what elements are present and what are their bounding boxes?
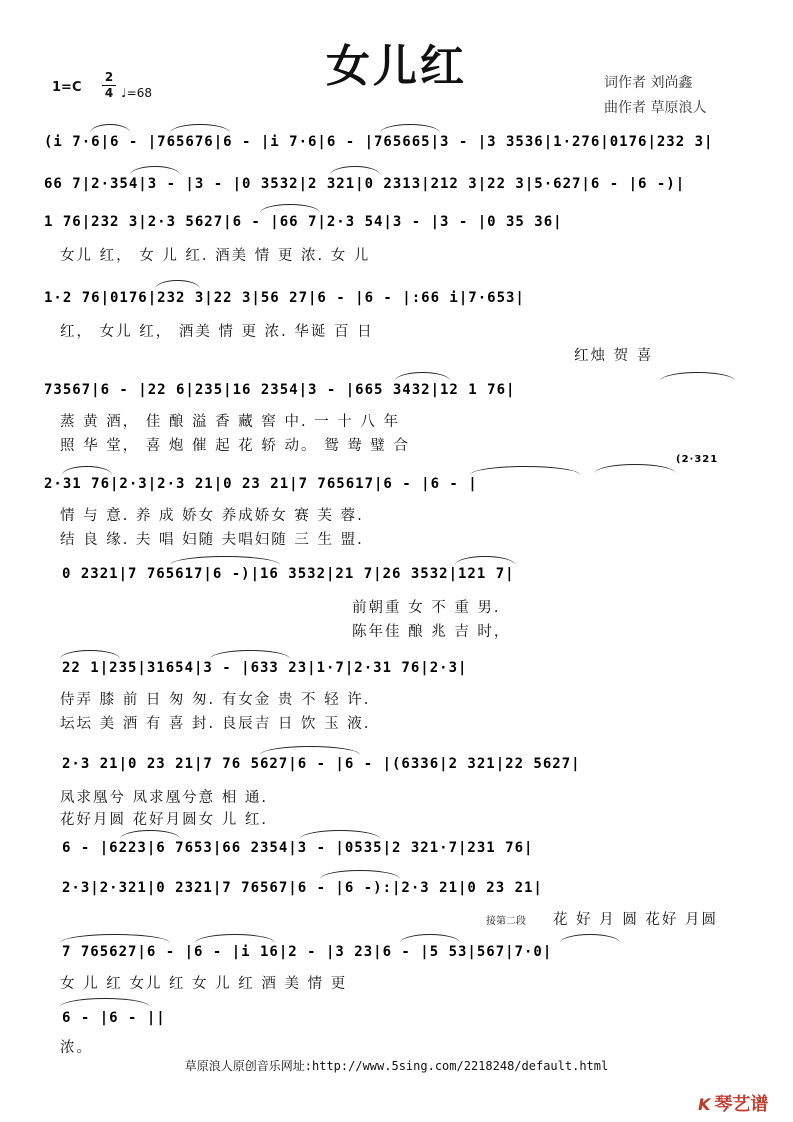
slur (120, 830, 180, 839)
lyric-row-6-verse2: 结 良 缘. 夫 唱 妇随 夫唱妇随 三 生 盟. (60, 532, 364, 548)
slur (170, 556, 280, 565)
meter-top: 2 (104, 70, 114, 84)
slur (320, 870, 400, 879)
notation-row-4: 1·2 76|0176|232 3|22 3|56 27|6 - |6 - |:66 i|7·653| (44, 290, 525, 306)
time-signature (102, 71, 116, 100)
lyric-row-11: 花 好 月 圆 花好 月圆 (553, 912, 719, 928)
lyric-row-4-verse2: 红烛 贺 喜 (574, 348, 654, 364)
notation-row-10: 6 - |6223|6 7653|66 2354|3 - |0535|2 321·7|231 76| (62, 840, 534, 856)
notation-row-13: 6 - |6 - || (62, 1010, 166, 1026)
lyric-row-3: 女儿 红， 女 儿 红. 酒美 情 更 浓. 女 儿 (60, 248, 371, 264)
slur (60, 650, 120, 659)
slur (330, 166, 380, 175)
notation-row-2: 66 7|2·354|3 - |3 - |0 3532|2 321|0 2313|212 3|22 3|5·627|6 - |6 -)| (44, 176, 686, 192)
slur (260, 746, 360, 755)
slur (380, 124, 440, 133)
jump-instruction: 接第二段 (486, 916, 526, 927)
notation-small-intro: (2·321 (676, 454, 719, 465)
source-url: 草原浪人原创音乐网址:http://www.5sing.com/2218248/default.html (184, 1059, 609, 1073)
lyric-row-8-verse2: 坛坛 美 酒 有 喜 封. 良辰吉 日 饮 玉 液. (60, 716, 371, 732)
lyric-row-8: 侍弄 膝 前 日 匆 匆. 有女金 贵 不 轻 许. (60, 692, 371, 708)
slur (90, 124, 130, 133)
slur (455, 556, 515, 565)
lyric-row-7: 前朝重 女 不 重 男. (352, 600, 501, 616)
slur (560, 934, 620, 943)
slur (62, 466, 112, 475)
slur (595, 464, 675, 473)
slur (60, 998, 150, 1007)
brand-logo (698, 1090, 768, 1116)
composer-credit: 曲作者 草原浪人 (604, 100, 707, 116)
lyric-row-5: 蒸 黄 酒， 佳 酿 溢 香 藏 窖 中. 一 十 八 年 (60, 414, 401, 430)
tempo-marking: ♩=68 (121, 86, 152, 100)
slur (260, 204, 320, 213)
lyric-row-7-verse2: 陈年佳 酿 兆 吉 时， (352, 624, 511, 640)
lyric-row-9-verse2: 花好月圆 花好月圆女 儿 红. (60, 812, 268, 828)
notation-row-1: (i 7·6|6 - |765676|6 - |i 7·6|6 - |765665|3 - |3 3536|1·276|0176|232 3| (44, 134, 714, 150)
brand-name: 琴艺谱 (714, 1094, 769, 1115)
slur (210, 650, 290, 659)
lyric-row-9: 凤求凰兮 凤求凰兮意 相 通. (60, 790, 268, 806)
notation-row-12: 7 765627|6 - |6 - |i 16|2 - |3 23|6 - |5 53|567|7·0| (62, 944, 553, 960)
lyric-row-12: 女 儿 红 女儿 红 女 儿 红 酒 美 情 更 (60, 976, 348, 992)
slur (395, 372, 450, 381)
slur (155, 280, 200, 289)
notation-row-9: 2·3 21|0 23 21|7 76 5627|6 - |6 - |(6336|2 321|22 5627| (62, 756, 581, 772)
slur (170, 124, 230, 133)
lyric-row-13: 浓。 (60, 1040, 93, 1056)
slur (130, 166, 180, 175)
song-title: 女儿红 (326, 41, 467, 92)
slur (195, 934, 275, 943)
notation-row-7: 0 2321|7 765617|6 -)|16 3532|21 7|26 3532|121 7| (62, 566, 515, 582)
meter-bottom: 4 (104, 86, 114, 100)
slur (60, 934, 170, 943)
lyric-row-5-verse2: 照 华 堂， 喜 炮 催 起 花 轿 动。 鸳 鸯 璧 合 (60, 438, 410, 454)
lyricist-credit: 词作者 刘尚鑫 (604, 75, 693, 91)
notation-row-8: 22 1|235|31654|3 - |633 23|1·7|2·31 76|2·3| (62, 660, 468, 676)
brand-mark-icon: K (696, 1095, 713, 1114)
notation-row-3: 1 76|232 3|2·3 5627|6 - |66 7|2·3 54|3 - |3 - |0 35 36| (44, 214, 563, 230)
lyric-row-4: 红， 女儿 红， 酒美 情 更 浓. 华诞 百 日 (60, 324, 374, 340)
key-signature: 1=C (52, 80, 82, 95)
slur (660, 372, 735, 381)
notation-row-6: 2·31 76|2·3|2·3 21|0 23 21|7 765617|6 - |6 - | (44, 476, 478, 492)
slur (400, 934, 460, 943)
notation-row-11: 2·3|2·321|0 2321|7 76567|6 - |6 -):|2·3 21|0 23 21| (62, 880, 543, 896)
slur (300, 830, 380, 839)
slur (470, 466, 580, 475)
notation-row-5: 73567|6 - |22 6|235|16 2354|3 - |665 3432|12 1 76| (44, 382, 516, 398)
lyric-row-6: 情 与 意. 养 成 娇女 养成娇女 赛 芙 蓉. (60, 508, 364, 524)
